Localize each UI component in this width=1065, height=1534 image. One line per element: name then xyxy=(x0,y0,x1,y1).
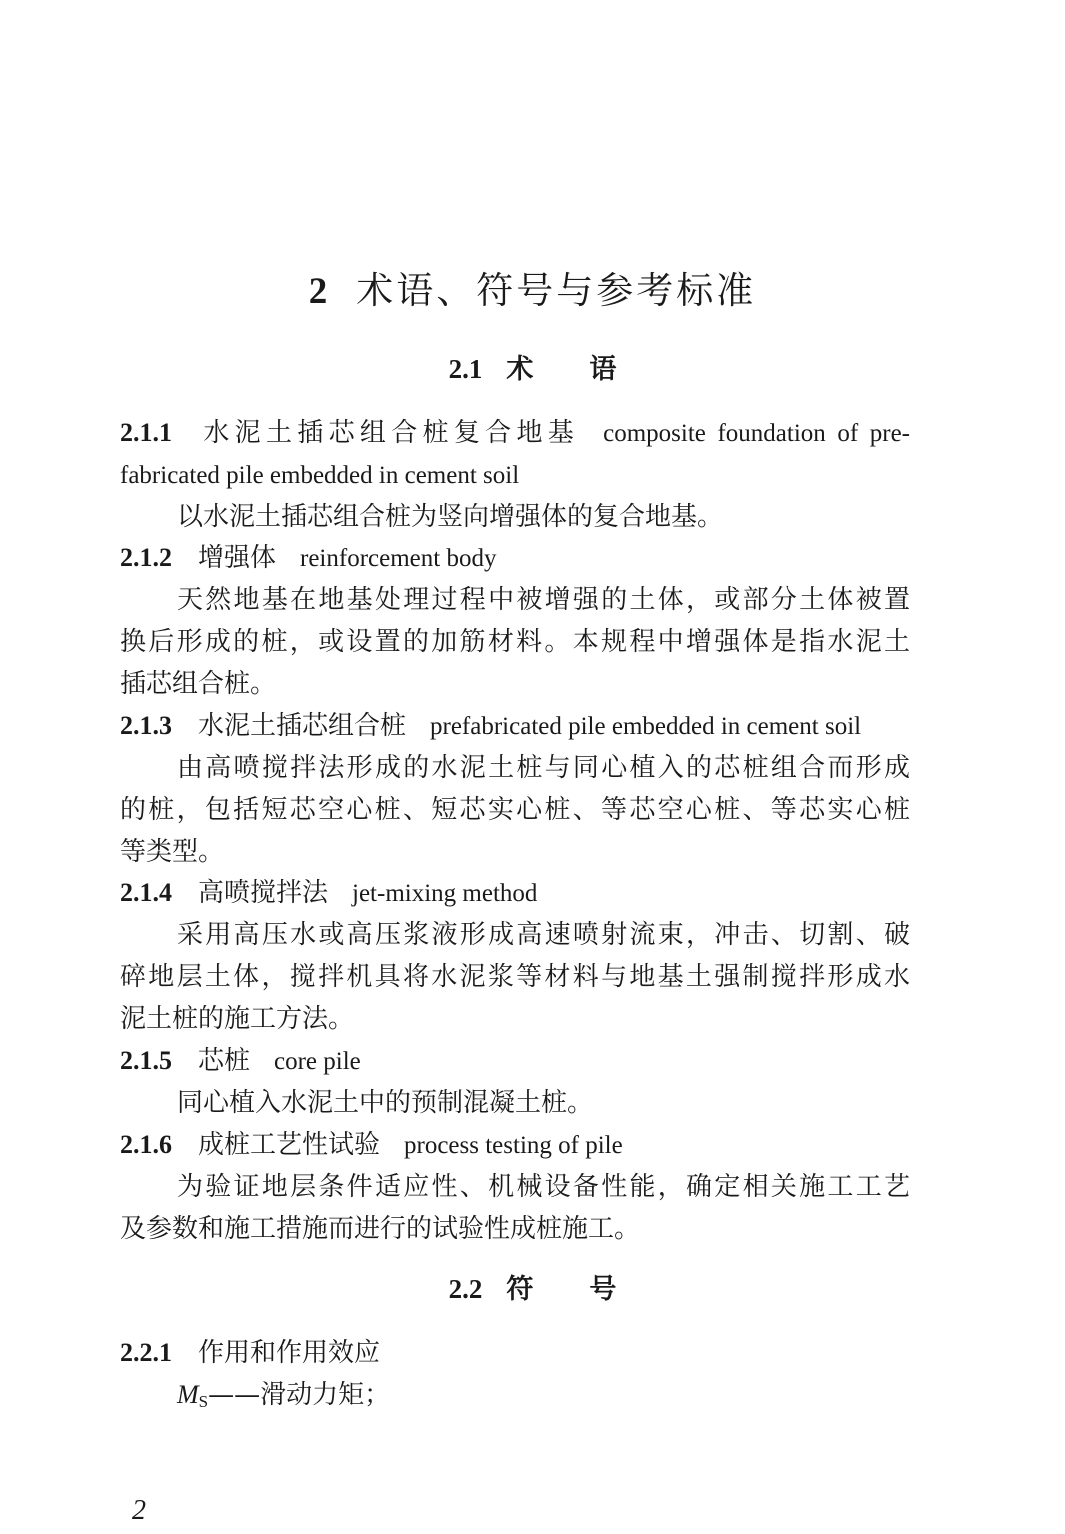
term-en-cont: fabricated pile embedded in cement soil xyxy=(120,462,520,489)
symbol-description: ——滑动力矩； xyxy=(208,1380,391,1410)
clause-2-1-3-definition-line: 由高喷搅拌法形成的水泥土桩与同心植入的芯桩组合而形成 xyxy=(177,753,910,783)
symbol-subscript: S xyxy=(198,1392,209,1411)
term-zh: 增强体 xyxy=(198,543,277,573)
clause-2-1-6-heading xyxy=(120,1124,910,1167)
clause-2-1-6-definition-line: 为验证地层条件适应性、机械设备性能，确定相关施工工艺 xyxy=(177,1172,910,1202)
clause-2-1-5-definition: 同心植入水泥土中的预制混凝土桩。 xyxy=(177,1088,594,1118)
clause-2-1-1-heading xyxy=(120,412,910,455)
section-heading-terms xyxy=(0,349,1065,390)
term-en: core pile xyxy=(274,1048,361,1075)
clause-2-1-6-definition-line: 及参数和施工措施而进行的试验性成桩施工。 xyxy=(120,1214,641,1244)
symbol-definition xyxy=(177,1374,910,1423)
section-title-char: 语 xyxy=(589,354,617,385)
section-title-char: 符 xyxy=(506,1274,534,1305)
chapter-title-text: 术语、符号与参考标准 xyxy=(356,269,757,312)
term-zh: 成桩工艺性试验 xyxy=(198,1130,381,1160)
clause-number: 2.2.1 xyxy=(120,1338,172,1367)
section-title-char: 术 xyxy=(506,354,534,385)
page-number: 2 xyxy=(132,1495,146,1526)
clause-2-1-4-definition-line: 碎地层土体，搅拌机具将水泥浆等材料与地基土强制搅拌形成水 xyxy=(120,962,910,992)
clause-2-1-2-definition-line: 插芯组合桩。 xyxy=(120,669,277,699)
clause-number: 2.1.2 xyxy=(120,543,172,572)
clause-2-2-1-heading xyxy=(120,1332,910,1374)
clause-2-1-3-definition-line: 的桩，包括短芯空心桩、短芯实心桩、等芯空心桩、等芯实心桩 xyxy=(120,795,910,825)
clause-number: 2.1.4 xyxy=(120,878,172,907)
section-number: 2.1 xyxy=(448,354,483,384)
clause-title: 作用和作用效应 xyxy=(198,1338,381,1368)
term-zh: 水泥土插芯组合桩复合地基 xyxy=(198,418,580,448)
chapter-number: 2 xyxy=(308,271,331,312)
clause-number: 2.1.1 xyxy=(120,418,172,447)
term-zh: 芯桩 xyxy=(198,1046,251,1076)
term-en: reinforcement body xyxy=(300,545,497,572)
clause-2-1-3-definition-line: 等类型。 xyxy=(120,837,225,867)
clause-2-1-5-heading xyxy=(120,1040,910,1083)
clause-2-1-2-heading xyxy=(120,537,910,580)
term-zh: 高喷搅拌法 xyxy=(198,878,329,908)
chapter-title xyxy=(0,262,1065,321)
clause-2-1-4-definition-line: 泥土桩的施工方法。 xyxy=(120,1004,355,1034)
section-title-char: 号 xyxy=(589,1274,617,1305)
clause-2-1-4-heading xyxy=(120,872,910,915)
clause-2-1-1-definition: 以水泥土插芯组合桩为竖向增强体的复合地基。 xyxy=(177,502,724,532)
clause-2-1-2-definition-line: 天然地基在地基处理过程中被增强的土体，或部分土体被置 xyxy=(177,585,910,615)
clause-number: 2.1.3 xyxy=(120,711,172,740)
clause-2-1-1-heading-cont xyxy=(120,454,910,497)
symbol: M xyxy=(177,1380,199,1409)
clause-2-1-2-definition-line: 换后形成的桩，或设置的加筋材料。本规程中增强体是指水泥土 xyxy=(120,627,910,657)
term-en: composite foundation of pre- xyxy=(603,420,910,447)
clause-2-1-4-definition-line: 采用高压水或高压浆液形成高速喷射流束，冲击、切割、破 xyxy=(177,920,910,950)
section-heading-symbols xyxy=(0,1269,1065,1310)
clause-number: 2.1.6 xyxy=(120,1130,172,1159)
term-en: prefabricated pile embedded in cement soil xyxy=(430,713,862,740)
term-en: process testing of pile xyxy=(404,1132,623,1159)
term-zh: 水泥土插芯组合桩 xyxy=(198,711,407,741)
section-number: 2.2 xyxy=(448,1274,483,1304)
clause-2-1-3-heading xyxy=(120,705,910,748)
clause-number: 2.1.5 xyxy=(120,1046,172,1075)
term-en: jet-mixing method xyxy=(352,880,538,907)
